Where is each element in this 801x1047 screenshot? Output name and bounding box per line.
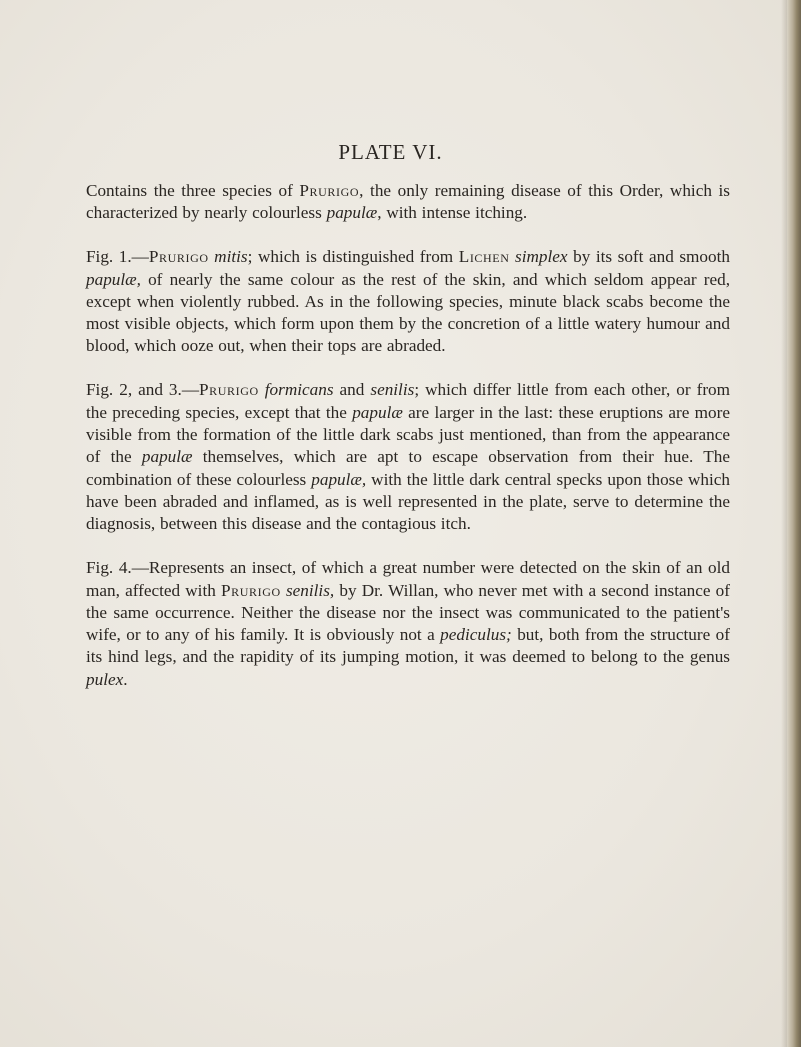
plate-heading: PLATE VI. <box>338 140 443 164</box>
plate-description <box>86 180 730 713</box>
fig-1-paragraph: Fig. 1.—Prurigo mitis; which is distinguished from Lichen simplex by its soft and smooth papulæ, of nearly the same colour as the rest of the skin, and which seldom appear red, except when violently rubbed. As in the following species, minute black scabs become the most visible objects, which form upon them by the concretion of a little watery humour and blood, which ooze out, when their tops are abraded. <box>86 247 730 356</box>
fig-4-paragraph: Fig. 4.—Represents an insect, of which a great number were detected on the skin of an old man, affected with Prurigo senilis, by Dr. Willan, who never met with a second instance of the same occurrence. Neither the disease nor the insect was communicated to the patient's wife, or to any of his family. It is obviously not a pediculus; but, both from the structure of its hind legs, and the rapidity of its jumping motion, it was deemed to belong to the genus pulex. <box>86 558 730 689</box>
intro-paragraph: Contains the three species of Prurigo, the only remaining disease of this Order, which is characterized by nearly colourless papulæ, with intense itching. <box>86 181 730 223</box>
fig-2-3-paragraph: Fig. 2, and 3.—Prurigo formicans and senilis; which differ little from each other, or from the preceding species, except that the papulæ are larger in the last: these eruptions are more visible from the formation of the little dark scabs just mentioned, than from the appearance of the papulæ themselves, which are apt to escape observation from their hue. The combination of these colourless papulæ, with the little dark central specks upon those which have been abraded and inflamed, as is well represented in the plate, serve to determine the diagnosis, between this disease and the contagious itch. <box>86 380 731 534</box>
